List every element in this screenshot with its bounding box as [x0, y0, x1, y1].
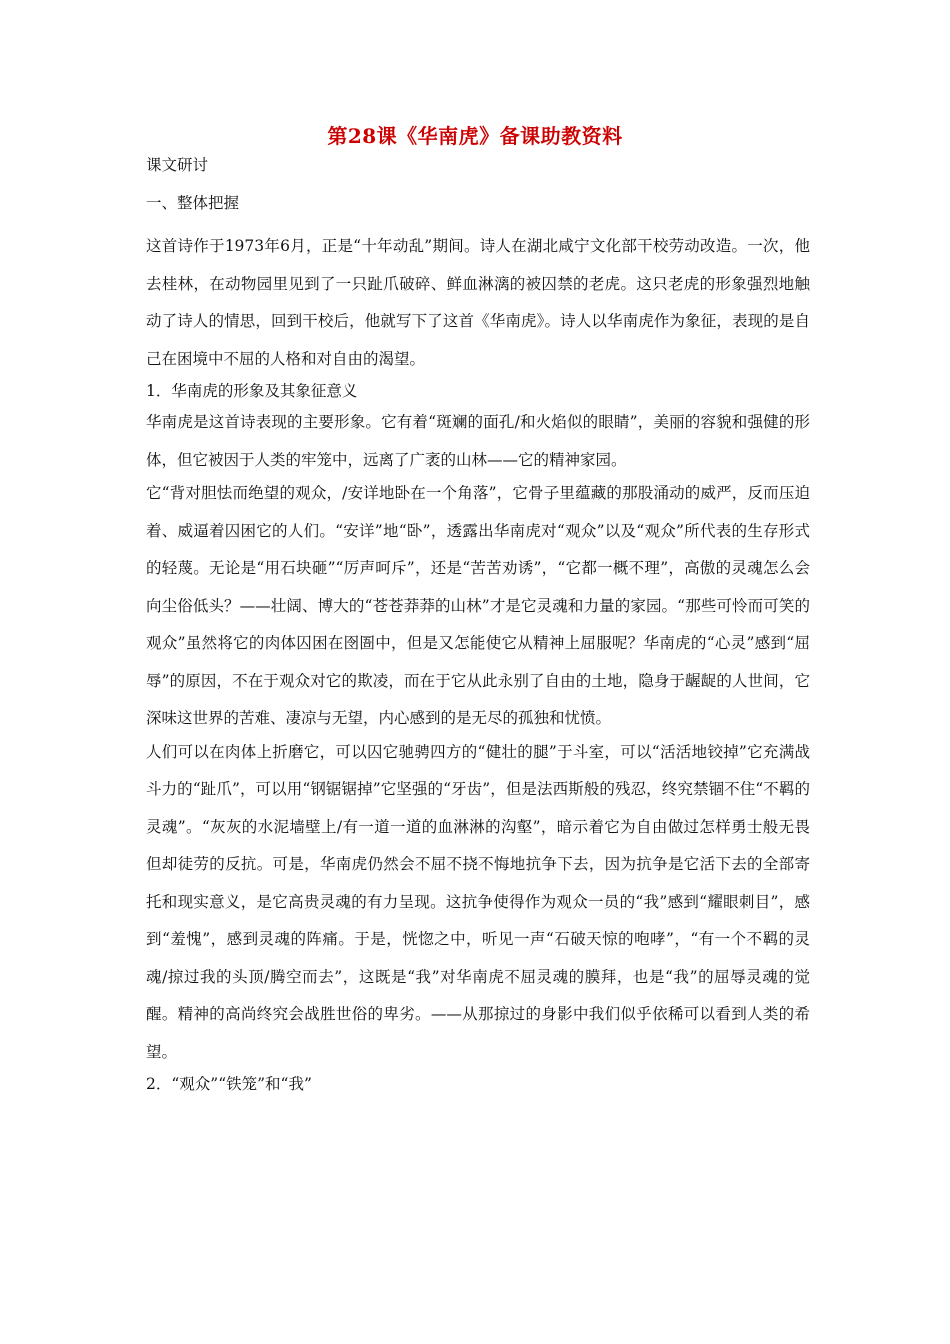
document-body	[146, 152, 810, 1097]
heading-overall: 一、整体把握	[146, 194, 240, 212]
paragraph-intro: 这首诗作于1973年6月，正是“十年动乱”期间。诗人在湖北咸宁文化部干校劳动改造。一次，他去桂林，在动物园里见到了一只趾爪破碎、鲜血淋漓的被囚禁的老虎。这只老虎的形象强烈地触动了诗人的情思，回到干校后，他就写下了这首《华南虎》。诗人以华南虎作为象征，表现的是自己在困境中不屈的人格和对自由的渴望。	[146, 237, 810, 368]
paragraph-body-2: 它“背对胆怯而绝望的观众，/安详地卧在一个角落”，它骨子里蕴藏的那股涌动的威严，反而压迫着、威逼着囚困它的人们。“安详”地“卧”，透露出华南虎对“观众”以及“观众”所代表的生存形式的轻蔑。无论是“用石块砸”“厉声呵斥”，还是“苦苦劝诱”，“它都一概不理”，高傲的灵魂怎么会向尘俗低头？——壮阔、博大的“苍苍莽莽的山林”才是它灵魂和力量的家园。“那些可怜而可笑的观众”虽然将它的肉体囚困在囹圄中，但是又怎能使它从精神上屈服呢？华南虎的“心灵”感到“屈辱”的原因，不在于观众对它的欺凌，而在于它从此永别了自由的土地，隐身于龌龊的人世间，它深味这世界的苦难、凄凉与无望，内心感到的是无尽的孤独和忧愤。	[146, 484, 810, 727]
subheading-image-symbolism: 1．华南虎的形象及其象征意义	[146, 382, 358, 400]
section-label: 课文研讨	[146, 156, 209, 174]
subheading-audience-cage-me: 2．“观众”“铁笼”和“我”	[146, 1075, 312, 1093]
paragraph-body-1: 华南虎是这首诗表现的主要形象。它有着“斑斓的面孔/和火焰似的眼睛”，美丽的容貌和强健的形体，但它被因于人类的牢笼中，远离了广袤的山林——它的精神家园。	[146, 413, 810, 469]
paragraph-body-3: 人们可以在肉体上折磨它，可以囚它驰骋四方的“健壮的腿”于斗室，可以“活活地铰掉”它充满战斗力的“趾爪”，可以用“钢锯锯掉”它坚强的“牙齿”，但是法西斯般的残忍，终究禁锢不住“不羁的灵魂”。“灰灰的水泥墙壁上/有一道一道的血淋淋的沟壑”，暗示着它为自由做过怎样勇士般无畏但却徒劳的反抗。可是，华南虎仍然会不屈不挠不悔地抗争下去，因为抗争是它活下去的全部寄托和现实意义，是它高贵灵魂的有力呈现。这抗争使得作为观众一员的“我”感到“耀眼刺目”，感到“羞愧”，感到灵魂的阵痛。于是，恍惚之中，听见一声“石破天惊的咆哮”，“有一个不羁的灵魂/掠过我的头顶/腾空而去”，这既是“我”对华南虎不屈灵魂的膜拜，也是“我”的屈辱灵魂的觉醒。精神的高尚终究会战胜世俗的卑劣。——从那掠过的身影中我们似乎依稀可以看到人类的希望。	[146, 742, 810, 1061]
document-title: 第28课《华南虎》备课助教资料	[327, 124, 623, 148]
